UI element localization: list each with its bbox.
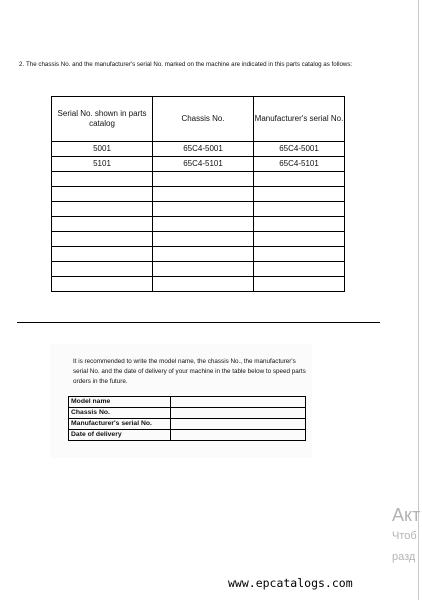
table-cell <box>254 217 345 232</box>
record-value-field <box>171 408 306 419</box>
table-row <box>52 217 345 232</box>
header-chassis-no: Chassis No. <box>153 97 254 142</box>
table-cell <box>52 262 153 277</box>
table-cell <box>153 247 254 262</box>
header-manufacturer-serial: Manufacturer's serial No. <box>254 97 345 142</box>
table-cell <box>52 217 153 232</box>
table-cell <box>254 262 345 277</box>
table-cell: 65C4-5101 <box>254 157 345 172</box>
record-value-field <box>171 430 306 441</box>
intro-text: The chassis No. and the manufacturer's serial No. marked on the machine are indicated in this parts catalog as follows: <box>26 61 353 68</box>
watermark-line-2: Чтоб <box>392 530 417 542</box>
table-row <box>52 262 345 277</box>
intro-number: 2. <box>19 61 25 68</box>
table-cell <box>254 277 345 292</box>
table-cell <box>52 232 153 247</box>
record-row <box>69 408 306 419</box>
recommendation-note: It is recommended to write the model name, the chassis No., the manufacturer's serial No. and the date of delivery of your machine in the table below to speed parts orders in the future. <box>73 358 306 385</box>
watermark-line-1: Акт <box>392 505 421 525</box>
record-label: Model name <box>69 397 171 408</box>
table-row <box>52 277 345 292</box>
catalog-header-row <box>52 97 345 142</box>
table-row <box>52 172 345 187</box>
table-cell <box>153 187 254 202</box>
record-value-field <box>171 419 306 430</box>
table-cell <box>153 277 254 292</box>
table-cell <box>254 172 345 187</box>
header-serial-no: Serial No. shown in parts catalog <box>52 97 153 142</box>
table-cell <box>52 247 153 262</box>
table-row <box>52 157 345 172</box>
table-cell <box>52 172 153 187</box>
watermark-line-3: разд <box>392 551 416 563</box>
table-cell: 65C4-5001 <box>153 142 254 157</box>
table-cell <box>254 202 345 217</box>
table-cell: 5101 <box>52 157 153 172</box>
record-row <box>69 397 306 408</box>
record-label: Chassis No. <box>69 408 171 419</box>
machine-record-table <box>68 396 306 441</box>
table-cell <box>52 187 153 202</box>
table-cell <box>153 172 254 187</box>
record-row <box>69 419 306 430</box>
table-row <box>52 232 345 247</box>
table-cell <box>254 232 345 247</box>
table-cell <box>254 187 345 202</box>
table-cell <box>153 217 254 232</box>
table-row <box>52 142 345 157</box>
record-label: Manufacturer's serial No. <box>69 419 171 430</box>
table-cell <box>52 277 153 292</box>
table-row <box>52 202 345 217</box>
table-row <box>52 247 345 262</box>
table-cell <box>153 262 254 277</box>
table-cell <box>153 232 254 247</box>
table-cell: 5001 <box>52 142 153 157</box>
section-divider <box>17 322 380 323</box>
table-cell: 65C4-5001 <box>254 142 345 157</box>
table-cell: 65C4-5101 <box>153 157 254 172</box>
serial-catalog-table <box>51 96 345 292</box>
table-row <box>52 187 345 202</box>
record-label: Date of delivery <box>69 430 171 441</box>
website-footer: www.epcatalogs.com <box>228 576 353 590</box>
table-cell <box>254 247 345 262</box>
record-row <box>69 430 306 441</box>
table-cell <box>153 202 254 217</box>
record-value-field <box>171 397 306 408</box>
table-cell <box>52 202 153 217</box>
